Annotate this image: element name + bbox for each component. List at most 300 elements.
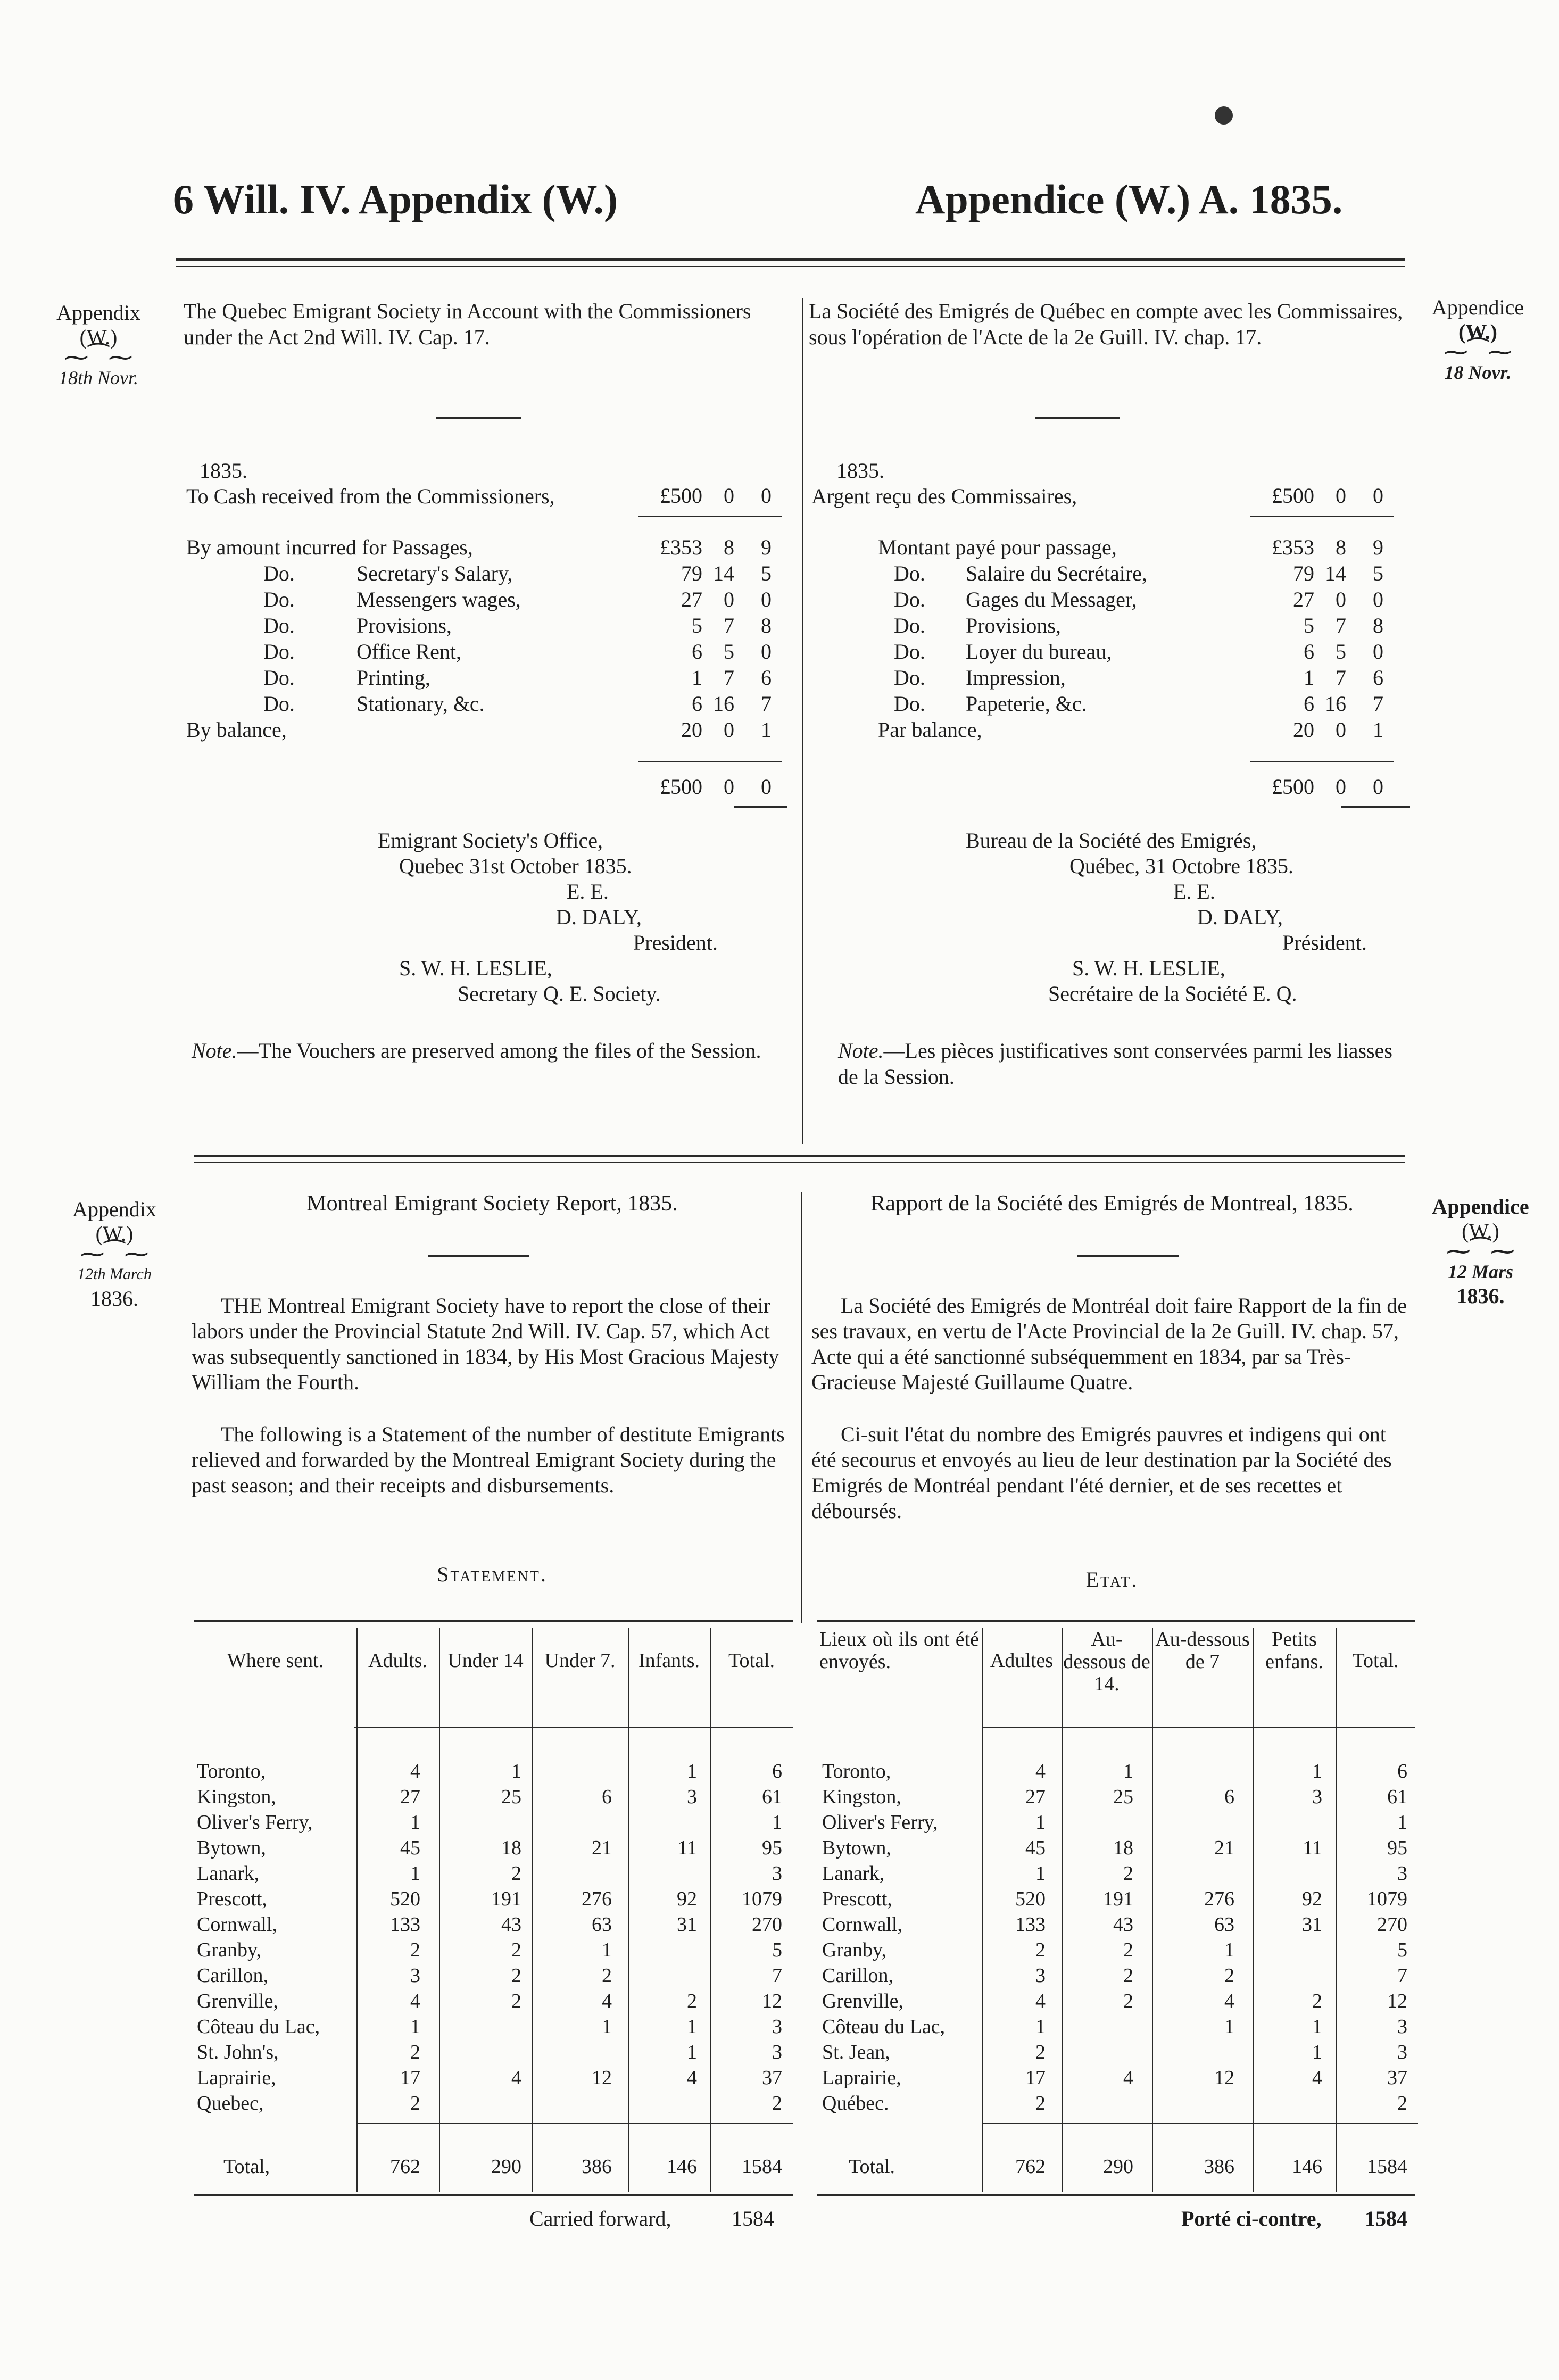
amount-pounds: £353 [660,535,702,559]
table-cell: 25 [501,1786,521,1808]
table-cell: 61 [1387,1786,1407,1808]
received-label-en: To Cash received from the Commissioners, [186,484,555,508]
secretary-en: Secretary Q. E. Society. [458,982,661,1006]
table-cell: 2 [687,1990,697,2012]
table-row-place: St. Jean, [822,2041,890,2063]
table-cell: 1 [1035,1811,1046,1834]
year-en: 1835. [200,459,247,483]
table-cell: 1 [1224,1939,1234,1961]
expense-item: Provisions, [356,613,452,637]
table-cell: 25 [1113,1786,1133,1808]
table-row-place: Granby, [822,1939,886,1961]
leslie-fr: S. W. H. LESLIE, [1072,956,1225,980]
received-rule-en [638,516,782,517]
president-en: President. [633,931,718,955]
expense-item: Secretary's Salary, [356,561,513,585]
amount-pence: 7 [761,692,772,716]
table-row-place: Prescott, [822,1888,892,1910]
table-cell: 1 [1035,2016,1046,2038]
table-cell: 92 [677,1888,697,1910]
total-underline-en [734,806,787,808]
table-row-place: Grenville, [822,1990,904,2012]
table-cell: 1 [772,1811,782,1834]
total-rule-en [638,761,782,762]
table-row-place: St. John's, [197,2041,279,2063]
place-date-fr: Québec, 31 Octobre 1835. [1069,854,1293,878]
table-top-rule-fr [817,1620,1415,1622]
table-total-cell: 762 [1015,2155,1046,2178]
amount-pounds: 20 [1293,718,1314,742]
table-header-cell: Petits enfans. [1265,1628,1323,1673]
table-header-cell: Total. [1352,1649,1399,1672]
amount-pounds: 6 [1304,692,1314,716]
amount-shillings: 8 [724,535,734,559]
table-total-cell: 386 [582,2155,612,2178]
table-cell: 37 [1387,2067,1407,2089]
table-cell: 191 [1103,1888,1133,1910]
expense-label: By balance, [186,718,287,742]
amount-pounds: 6 [692,692,702,716]
header-rule-2 [176,266,1405,267]
expense-label: By amount incurred for Passages, [186,535,473,559]
amount-pounds: £353 [1272,535,1314,559]
table-cell: 27 [1025,1786,1046,1808]
amount-shillings: 0 [724,587,734,611]
amount-shillings: 14 [1325,561,1346,585]
section-rule-2 [194,1162,1405,1163]
table-cell: 1 [511,1760,521,1782]
table-cell: 11 [1303,1837,1322,1859]
table-cell: 3 [1397,1862,1407,1885]
table-cell: 4 [1035,1990,1046,2012]
table-top-rule-en [194,1620,793,1622]
table-row-place: Granby, [197,1939,261,1961]
table-cell: 7 [772,1964,782,1987]
table-row-place: Bytown, [822,1837,891,1859]
expense-item: Office Rent, [356,640,461,664]
table-cell: 61 [762,1786,782,1808]
amount-shillings: 16 [1325,692,1346,716]
amount-pence: 0 [1373,640,1383,664]
total-rule [356,2123,793,2124]
table-cell: 3 [1035,1964,1046,1987]
table-cell: 1 [1312,2016,1322,2038]
table-header-cell: Total. [728,1649,775,1672]
table-column-rule [439,1628,440,2192]
table-cell: 4 [511,2067,521,2089]
table-header-cell: Lieux où ils ont été envoyés. [819,1628,979,1673]
table-cell: 12 [762,1990,782,2012]
expense-item: Papeterie, &c. [966,692,1087,716]
expense-label: Do. [894,613,925,637]
table-cell: 276 [582,1888,612,1910]
margin-note-left-top: Appendix (W.) ⁓⁀⁓ 18th Novr. [56,301,140,388]
table-total-label: Total, [223,2155,270,2178]
table-cell: 4 [410,1760,420,1782]
table-header-cell: Under 7. [544,1649,616,1672]
table-cell: 21 [1214,1837,1234,1859]
table-row-place: Oliver's Ferry, [197,1811,313,1834]
table-cell: 3 [772,2016,782,2038]
table-total-cell: 146 [667,2155,697,2178]
short-rule-fr [1035,417,1120,419]
header-right: Appendice (W.) A. 1835. [915,176,1343,222]
table-row-place: Quebec, [197,2092,264,2114]
table-cell: 21 [592,1837,612,1859]
table-cell: 1 [602,1939,612,1961]
table-total-cell: 290 [491,2155,521,2178]
table-cell: 1079 [742,1888,782,1910]
table-header-cell: Infants. [638,1649,700,1672]
table-cell: 3 [1397,2041,1407,2063]
table-cell: 1 [410,2016,420,2038]
montreal-title-fr: Rapport de la Société des Emigrés de Montreal, 1835. [870,1191,1354,1216]
amount-pence: 1 [761,718,772,742]
table-column-rule [1253,1628,1254,2192]
table-cell: 3 [1397,2016,1407,2038]
table-cell: 6 [772,1760,782,1782]
table-total-cell: 290 [1103,2155,1133,2178]
table-cell: 17 [1025,2067,1046,2089]
amount-pounds: 5 [1304,613,1314,637]
table-cell: 2 [1035,1939,1046,1961]
table-cell: 133 [390,1913,420,1936]
received-label-fr: Argent reçu des Commissaires, [811,484,1077,508]
total-shillings-en: 0 [724,775,734,799]
amount-shillings: 0 [1336,587,1346,611]
table-column-rule [356,1628,358,2192]
received-pence-en: 0 [761,484,772,508]
table-cell: 45 [1025,1837,1046,1859]
table-cell: 17 [400,2067,420,2089]
amount-pence: 0 [1373,587,1383,611]
total-pounds-en: £500 [660,775,702,799]
expense-label: Do. [894,692,925,716]
table-cell: 2 [602,1964,612,1987]
total-rule-fr [1250,761,1394,762]
table-cell: 12 [592,2067,612,2089]
carried-label-en: Carried forward, [529,2207,671,2230]
amount-shillings: 7 [724,666,734,690]
table-cell: 520 [1015,1888,1046,1910]
table-column-rule [982,1628,983,2192]
amount-pounds: 79 [1293,561,1314,585]
table-head-rule-fr [982,1727,1415,1728]
total-rule [982,2123,1418,2124]
expense-item: Loyer du bureau, [966,640,1112,664]
table-column-rule [1152,1628,1153,2192]
secretary-fr: Secrétaire de la Société E. Q. [1048,982,1297,1006]
expense-item: Salaire du Secrétaire, [966,561,1147,585]
amount-pence: 7 [1373,692,1383,716]
total-pence-en: 0 [761,775,772,799]
expense-label: Do. [894,640,925,664]
table-cell: 12 [1387,1990,1407,2012]
amount-pence: 6 [1373,666,1383,690]
table-row-place: Grenville, [197,1990,279,2012]
montreal-title-en: Montreal Emigrant Society Report, 1835. [306,1191,678,1216]
table-cell: 191 [491,1888,521,1910]
table-total-label: Total. [849,2155,895,2178]
amount-pence: 1 [1373,718,1383,742]
table-cell: 43 [1113,1913,1133,1936]
expense-item: Printing, [356,666,430,690]
table-header-cell: Under 14 [447,1649,524,1672]
table-cell: 31 [1302,1913,1322,1936]
expense-item: Provisions, [966,613,1061,637]
table-total-cell: 1584 [742,2155,782,2178]
table-cell: 92 [1302,1888,1322,1910]
table-row-place: Toronto, [822,1760,891,1782]
table-row-place: Lanark, [197,1862,260,1885]
table-cell: 6 [602,1786,612,1808]
note-en: Note.—The Vouchers are preserved among the files of the Session. [192,1039,761,1063]
carried-label-fr: Porté ci-contre, [1181,2207,1322,2230]
table-cell: 4 [1035,1760,1046,1782]
amount-pence: 6 [761,666,772,690]
table-cell: 2 [1123,1990,1133,2012]
table-cell: 2 [511,1939,521,1961]
amount-shillings: 5 [724,640,734,664]
total-underline-fr [1341,806,1410,808]
expense-label: Do. [894,666,925,690]
table-row-place: Côteau du Lac, [197,2016,320,2038]
table-cell: 1 [687,1760,697,1782]
table-cell: 4 [687,2067,697,2089]
table-bottom-rule-en [194,2194,793,2196]
amount-shillings: 16 [713,692,734,716]
amount-pounds: 1 [1304,666,1314,690]
table-column-rule [1062,1628,1063,2192]
header-rule-1 [176,258,1405,261]
table-cell: 31 [677,1913,697,1936]
montreal-p2-en: The following is a Statement of the number of destitute Emigrants relieved and forwarded by the Montreal Emigrant Society during the past season; and their receipts and disbursements. [192,1422,785,1497]
table-cell: 1079 [1367,1888,1407,1910]
table-cell: 1 [1123,1760,1133,1782]
table-cell: 18 [501,1837,521,1859]
expense-item: Gages du Messager, [966,587,1137,611]
expense-label: Do. [263,613,295,637]
table-cell: 2 [1397,2092,1407,2114]
table-cell: 5 [1397,1939,1407,1961]
table-cell: 6 [1397,1760,1407,1782]
amount-pounds: 27 [1293,587,1314,611]
received-shillings-en: 0 [724,484,734,508]
table-cell: 2 [511,1964,521,1987]
table-cell: 63 [1214,1913,1234,1936]
amount-pounds: 20 [681,718,702,742]
table-header-cell: Adultes [990,1649,1054,1672]
table-cell: 3 [410,1964,420,1987]
table-cell: 3 [772,2041,782,2063]
table-cell: 1 [1035,1862,1046,1885]
table-cell: 12 [1214,2067,1234,2089]
table-column-rule [532,1628,533,2192]
amount-shillings: 7 [1336,666,1346,690]
montreal-p2-fr: Ci-suit l'état du nombre des Emigrés pauvres et indigens qui ont été secourus et envoyés au lieu de leur destination par la Société des Emigrés de Montréal pendant l'été dernier, et de ses recettes et déboursés. [811,1422,1392,1523]
received-shillings-fr: 0 [1336,484,1346,508]
amount-shillings: 0 [724,718,734,742]
short-rule-mtl-fr [1077,1255,1179,1257]
table-cell: 7 [1397,1964,1407,1987]
montreal-p1-en: THE Montreal Emigrant Society have to report the close of their labors under the Provincial Statute 2nd Will. IV. Cap. 57, which Act was subsequently sanctioned in 1834, by His Most Gracious Majesty William the Fourth. [192,1293,780,1394]
table-row-place: Kingston, [197,1786,276,1808]
table-cell: 4 [1123,2067,1133,2089]
margin-note-left-bottom: Appendix (W.) ⁓⁀⁓ 12th March 1836. [72,1197,156,1311]
table-cell: 1 [410,1811,420,1834]
amount-shillings: 8 [1336,535,1346,559]
table-header-cell: Au-dessous de 14. [1063,1628,1150,1695]
amount-pence: 5 [761,561,772,585]
table-cell: 2 [511,1990,521,2012]
table-row-place: Prescott, [197,1888,267,1910]
table-column-rule [1336,1628,1337,2192]
daly-fr: D. DALY, [1197,905,1283,929]
table-cell: 27 [400,1786,420,1808]
ee-fr: E. E. [1173,880,1215,903]
table-cell: 133 [1015,1913,1046,1936]
table-cell: 6 [1224,1786,1234,1808]
table-head-rule-en [354,1727,793,1728]
amount-pounds: 79 [681,561,702,585]
table-header-cell: Au-dessous de 7 [1155,1628,1250,1673]
leslie-en: S. W. H. LESLIE, [399,956,552,980]
table-cell: 3 [1312,1786,1322,1808]
received-pounds-en: £500 [660,484,702,508]
table-header-cell: Adults. [368,1649,427,1672]
table-cell: 2 [1035,2041,1046,2063]
year-fr: 1835. [836,459,884,483]
table-cell: 1 [687,2016,697,2038]
total-pence-fr: 0 [1373,775,1383,799]
quebec-intro-en: The Quebec Emigrant Society in Account with the Commissioners under the Act 2nd Will. IV. Cap. 17. [184,299,751,349]
header-left: 6 Will. IV. Appendix (W.) [173,176,618,222]
table-cell: 18 [1113,1837,1133,1859]
amount-pence: 0 [761,587,772,611]
amount-pence: 5 [1373,561,1383,585]
expense-label: Do. [263,587,295,611]
table-row-place: Cornwall, [822,1913,902,1936]
amount-pence: 8 [1373,613,1383,637]
table-cell: 520 [390,1888,420,1910]
expense-label: Montant payé pour passage, [878,535,1117,559]
table-cell: 1 [602,2016,612,2038]
table-column-rule [710,1628,711,2192]
total-shillings-fr: 0 [1336,775,1346,799]
ee-en: E. E. [567,880,609,903]
table-cell: 95 [762,1837,782,1859]
montreal-p1-fr: La Société des Emigrés de Montréal doit faire Rapport de la fin de ses travaux, en vertu de l'Acte Provincial de la 2e Guill. IV. chap. 57, Acte qui a été sanctionné subséquemment en 1834, par sa Très-Gracieuse Majesté Guillaume Quatre. [811,1293,1407,1394]
etat-title: Etat. [1085,1568,1139,1591]
expense-item: Stationary, &c. [356,692,485,716]
table-row-place: Oliver's Ferry, [822,1811,938,1834]
table-cell: 2 [772,2092,782,2114]
section-rule-1 [194,1155,1405,1157]
table-cell: 276 [1204,1888,1234,1910]
table-row-place: Toronto, [197,1760,266,1782]
president-fr: Président. [1282,931,1367,955]
table-cell: 270 [1377,1913,1407,1936]
expense-item: Messengers wages, [356,587,521,611]
table-cell: 45 [400,1837,420,1859]
statement-title: Statement. [437,1562,548,1586]
note-fr: Note.—Les pièces justificatives sont conservées parmi les liasses de la Session. [838,1039,1392,1089]
table-header-cell: Where sent. [227,1649,324,1672]
table-cell: 63 [592,1913,612,1936]
short-rule-mtl-en [428,1255,529,1257]
amount-pence: 8 [761,613,772,637]
amount-pence: 9 [761,535,772,559]
amount-pence: 0 [761,640,772,664]
table-row-place: Québec. [822,2092,889,2114]
table-cell: 4 [602,1990,612,2012]
ink-blot [1215,106,1233,125]
table-row-place: Cornwall, [197,1913,277,1936]
amount-shillings: 0 [1336,718,1346,742]
table-cell: 2 [410,1939,420,1961]
office-en: Emigrant Society's Office, [378,828,603,852]
margin-note-right-bottom: Appendice (W.) ⁓⁀⁓ 12 Mars 1836. [1432,1195,1529,1308]
table-cell: 95 [1387,1837,1407,1859]
table-cell: 2 [410,2092,420,2114]
table-cell: 1 [687,2041,697,2063]
expense-label: Do. [894,561,925,585]
amount-pounds: 5 [692,613,702,637]
table-cell: 2 [1312,1990,1322,2012]
table-cell: 270 [752,1913,782,1936]
amount-pounds: 6 [1304,640,1314,664]
table-cell: 1 [1312,1760,1322,1782]
expense-label: Do. [894,587,925,611]
table-row-place: Laprairie, [197,2067,276,2089]
amount-shillings: 7 [724,613,734,637]
table-total-cell: 386 [1204,2155,1234,2178]
column-divider-top [802,298,803,1144]
expense-label: Do. [263,640,295,664]
expense-item: Impression, [966,666,1066,690]
expense-label: Do. [263,692,295,716]
table-bottom-rule-fr [817,2194,1415,2196]
table-cell: 4 [1224,1990,1234,2012]
amount-shillings: 14 [713,561,734,585]
table-cell: 1 [1224,2016,1234,2038]
total-pounds-fr: £500 [1272,775,1314,799]
table-cell: 4 [410,1990,420,2012]
table-cell: 1 [410,1862,420,1885]
carried-value-fr: 1584 [1365,2207,1407,2230]
table-cell: 11 [677,1837,697,1859]
short-rule [436,417,521,419]
margin-note-right-top: Appendice (W.) ⁓⁀⁓ 18 Novr. [1431,295,1524,383]
amount-pence: 9 [1373,535,1383,559]
carried-value-en: 1584 [732,2207,774,2230]
table-cell: 3 [687,1786,697,1808]
table-cell: 43 [501,1913,521,1936]
table-cell: 2 [1035,2092,1046,2114]
table-cell: 2 [410,2041,420,2063]
table-row-place: Côteau du Lac, [822,2016,946,2038]
table-total-cell: 1584 [1367,2155,1407,2178]
table-cell: 2 [1123,1939,1133,1961]
place-date-en: Quebec 31st October 1835. [399,854,632,878]
table-row-place: Carillon, [822,1964,894,1987]
table-row-place: Lanark, [822,1862,885,1885]
amount-shillings: 7 [1336,613,1346,637]
expense-label: Do. [263,561,295,585]
quebec-intro-fr: La Société des Emigrés de Québec en compte avec les Commissaires, sous l'opération de l'Acte de la 2e Guill. IV. chap. 17. [809,299,1403,349]
table-row-place: Carillon, [197,1964,269,1987]
expense-label: Do. [263,666,295,690]
